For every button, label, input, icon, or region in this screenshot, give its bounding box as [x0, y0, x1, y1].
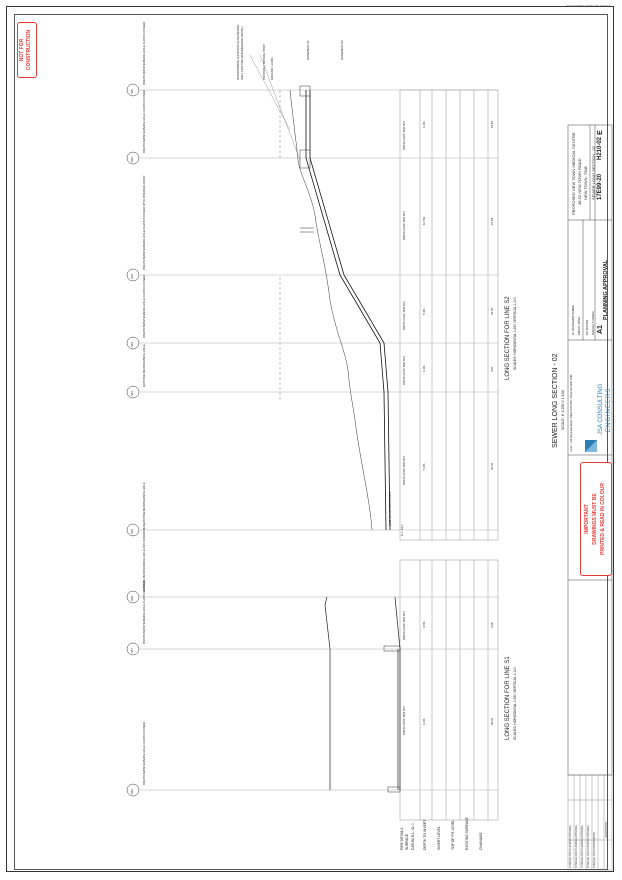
rev-2-letter: D	[575, 866, 578, 868]
rev-4-letter: B	[587, 866, 590, 868]
important-line-1: IMPORTANT	[584, 504, 590, 534]
stamp-line-1: NOT FOR	[19, 38, 25, 62]
s2-title: LONG SECTION FOR LINE S2	[505, 296, 511, 380]
pit-label-s16: S16	[130, 789, 134, 794]
pit-note-s17: DN1050 MAINTENANCE HOLE CLASS D COVER	[142, 580, 146, 644]
approved-by: RACHEL TURNER	[591, 311, 595, 335]
s1-scale: SCALES: HORIZONTAL 1:250 VERTICAL 1:100	[513, 667, 517, 740]
important-colour-stamp	[580, 462, 612, 576]
rev-4-desc: ISSUED FOR PLANNING APPROVAL	[587, 824, 590, 866]
s1-grade-2: 3.5%	[422, 621, 426, 628]
project-line-1: PROPOSED NEW TOWN MEDICAL CENTRE	[571, 132, 576, 215]
pit-label-s17: S17	[130, 648, 134, 653]
rev-row-5	[593, 832, 596, 868]
row-depth-to-invert: DEPTH TO INVERT	[423, 819, 427, 850]
drawn-by: AS SHOWN	[585, 319, 589, 335]
project-line-2: 48-52 NEW TOWN ROAD	[577, 158, 582, 205]
rev-1-letter: E	[569, 866, 572, 868]
annotation-retaining-wall: APPROXIMATE LOCATION OF RETAINING WALL FOOTING (ENGINEERING DETAIL)	[236, 24, 244, 80]
company-logo-icon	[585, 440, 597, 452]
s2-pipe-4: DN150 uPVC SN8 SCJ	[402, 210, 406, 240]
pit-label-s25: S25	[130, 89, 134, 94]
s2-chain-4: 27.69	[490, 218, 494, 225]
pit-label-s22: S22	[130, 342, 134, 347]
s2-pipe-3: DN150 uPVC SN8 SCJ	[402, 300, 406, 330]
s1-grade-1: 1.6%	[422, 718, 426, 725]
sheet-size: A1	[597, 325, 604, 334]
row-surface: SURFACE	[405, 833, 409, 850]
row-chainage: CHAINAGE	[479, 832, 483, 850]
s2-grade-5: 1.6%	[422, 121, 426, 128]
s2-grade-4: 10.5%	[422, 217, 426, 225]
pit-note-s16: DN1050 MAINTENANCE HOLE CLASS D COVER	[142, 721, 146, 785]
s2-grade-1: 5.2%	[422, 463, 426, 470]
pit-label-s18: S18	[130, 596, 134, 601]
pit-note-s23: DN1050 MAINTENANCE HOLE CLASS B COVER WITH INTERNAL DROP	[142, 175, 146, 270]
annotation-nature-strip: POSITION / NATURE STRIP	[262, 43, 266, 80]
row-invert-level: INVERT LEVEL	[437, 826, 441, 850]
project-line-3: NEW TOWN, 7008	[583, 166, 588, 200]
pit-note-s21: EXISTING MAINTENANCE HOLE	[142, 344, 146, 387]
s2-grade-2: 6.4%	[422, 365, 426, 372]
rev-3-letter: C	[581, 866, 584, 868]
project-number: 17E99-20	[597, 173, 603, 200]
s2-datum: R.L. 44.0	[400, 524, 404, 536]
company-name-2: ENGINEERS	[606, 387, 612, 432]
s2-pipe-5: DN150 uPVC SN8 SCJ	[402, 120, 406, 150]
pit-label-s24: S24	[130, 157, 134, 162]
sheet-reference: SHEET REF 17E99-20 H210-02	[567, 4, 610, 8]
rev-5-desc: ISSUED FOR COORDINATION	[593, 832, 596, 866]
s1-title: LONG SECTION FOR LINE S1	[505, 656, 511, 740]
s1-pipe-2: DN150 uPVC SN8 SCJ	[402, 610, 406, 640]
annotation-easement-6d: EASEMENT 6D	[340, 40, 344, 60]
s2-pipe-2: DN150 uPVC SN8 SCJ	[402, 355, 406, 385]
annotation-easement-6c: EASEMENT 6C	[306, 40, 310, 60]
pit-label-s21: S21	[130, 391, 134, 396]
rev-row-2	[575, 825, 578, 868]
checked-by: EMILIO TONG	[577, 316, 581, 335]
rev-3-desc: ISSUED FOR PLANNING APPROVAL	[581, 824, 584, 866]
stamp-line-2: CONSTRUCTION	[26, 29, 32, 71]
designed-by: M. WORSHAM COMBE	[571, 305, 575, 335]
not-for-construction-stamp	[17, 22, 37, 78]
pit-note-s22: DN1050 MAINTENANCE HOLE CLASS D COVER	[142, 274, 146, 338]
s2-grade-3: 5.4%	[422, 308, 426, 315]
rev-5-letter: A	[593, 866, 596, 868]
drawing-status: PLANNING APPROVAL	[603, 259, 609, 320]
pit-note-s24: DN1050 MAINTENANCE HOLE CLASS D COVER	[142, 89, 146, 153]
revision-letter: E	[597, 130, 604, 135]
rev-2-desc: ISSUED FOR PLANNING APPROVAL	[575, 824, 578, 866]
rev-row-1	[569, 825, 572, 868]
s2-chain-5: 18.82	[490, 121, 494, 128]
important-line-3: PRINTED & READ IN COLOUR	[600, 483, 606, 555]
rev-1-desc: ISSUED FOR PLANNING APPROVAL	[569, 824, 572, 866]
pit-note-s25: DN1050 MAINTENANCE HOLE CLASS D COVER	[142, 21, 146, 85]
row-top-of-pit: TOP OF PIT LEVEL	[451, 819, 455, 850]
s1-chain-1: 28.44	[490, 718, 494, 725]
s2-chain-3: 23.54	[490, 308, 494, 315]
annotation-ground: GROUND / LOAD	[270, 57, 274, 80]
s2-chain-2: 4.87	[490, 366, 494, 372]
pit-label-s18b: S18	[130, 529, 134, 534]
s1-pipe-1: DN150 uPVC SN8 SCJ	[402, 705, 406, 735]
important-line-2: DRAWINGS MUST BE	[592, 493, 598, 545]
s2-enters-note: LINE S1/5 ENTERS DN150	[388, 491, 392, 526]
row-existing-surface: EXISTING SURFACE	[465, 817, 469, 850]
main-drawing-title: SEWER LONG SECTION - 02	[552, 353, 559, 448]
pit-label-s23: S23	[130, 274, 134, 279]
s2-pipe-1: DN150 uPVC SN8 SCJ	[402, 455, 406, 485]
pit-note-s18: EXISTING MAINTENANCE HOLE (INV CONFIRMED)	[142, 524, 146, 592]
main-drawing-scale: SCALE: H 1:250 V 1:100	[561, 390, 565, 430]
pit-note-s18b: EXISTING MAINTENANCE HOLE	[142, 482, 146, 525]
title-block-drawing-title: SEWER LONG SECTION - 02	[591, 145, 596, 200]
company-address: Level 1, 128 Macquarie Street, Hobart TAS 7000 · Phone (03) 6231 2299	[570, 374, 573, 452]
s2-scale: SCALES: HORIZONTAL 1:250 VERTICAL 1:100	[513, 297, 517, 370]
drawing-number: H210-02	[597, 136, 603, 160]
rev-row-4	[587, 825, 590, 868]
rev-row-3	[581, 825, 584, 868]
s1-chain-2: 4.68	[490, 622, 494, 628]
company-name-1: JSA CONSULTING	[598, 383, 604, 435]
revision-header: DESCRIPTION	[605, 821, 608, 838]
row-pipe-details: PIPE DETAILS	[400, 827, 404, 850]
row-datum: DATUM R.L. 41.0	[411, 823, 415, 850]
s2-chain-1: 33.52	[490, 463, 494, 470]
